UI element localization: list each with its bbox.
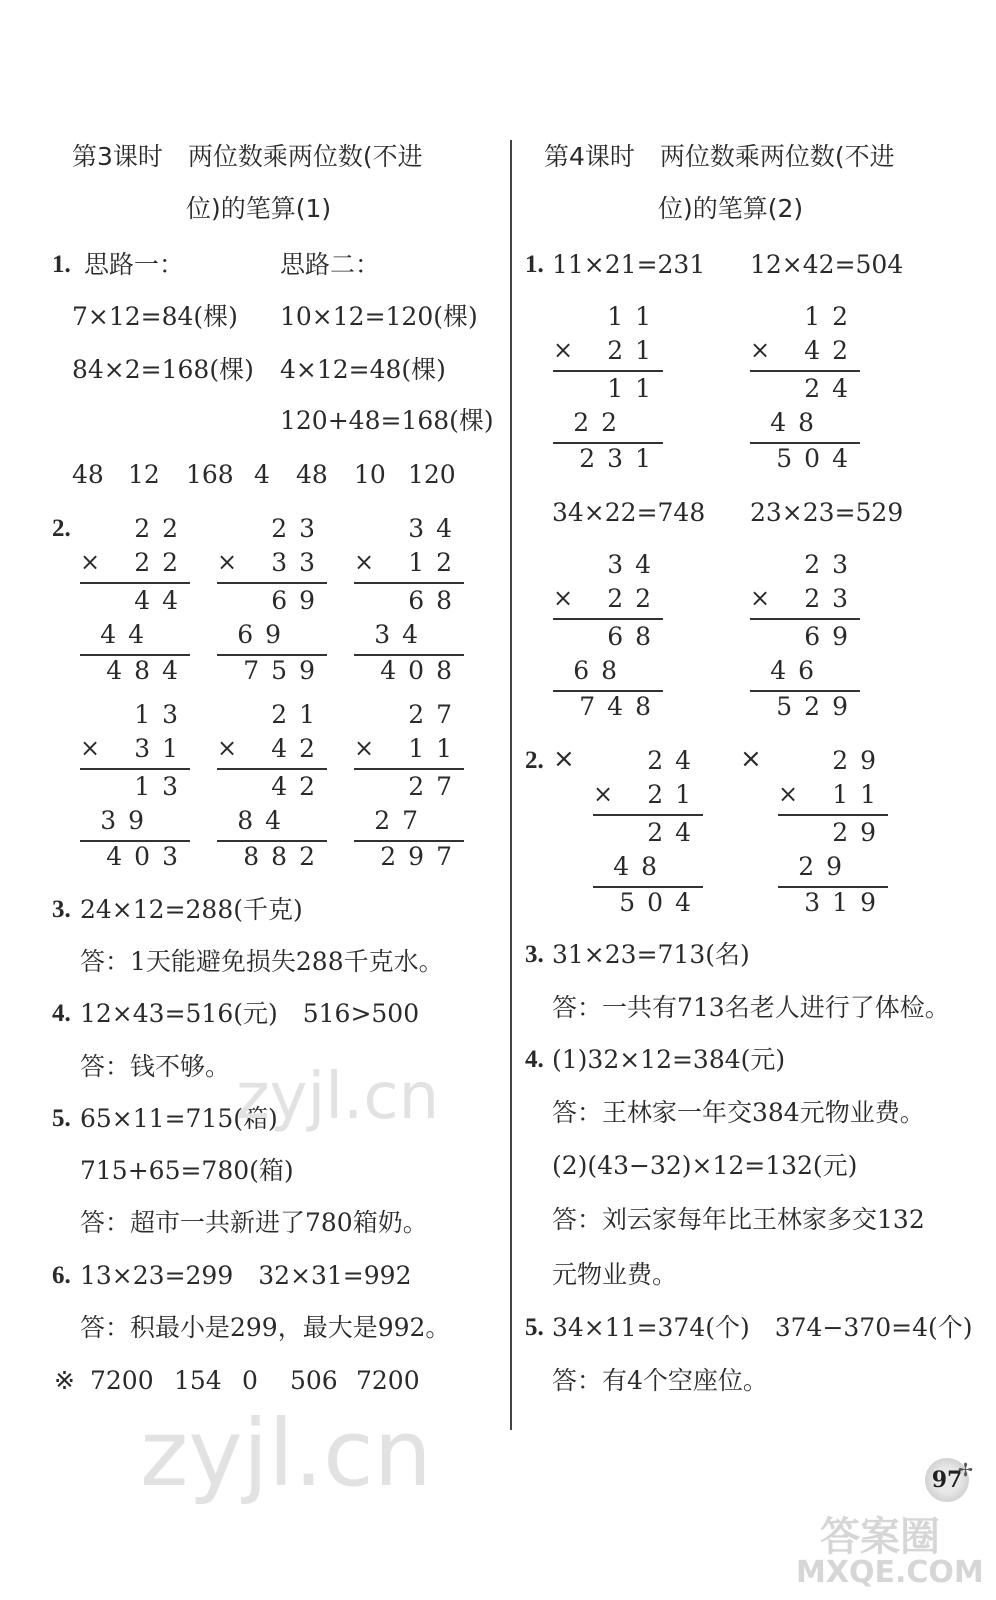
wrong-mark-icon: × (553, 744, 575, 774)
vertical-calc (80, 700, 190, 880)
multiplier: 42 (804, 336, 860, 365)
r-q3-equation: 31×23=713(名) (552, 940, 750, 969)
partial-product-1: 68 (607, 622, 663, 651)
vertical-calc (553, 550, 663, 730)
product: 748 (579, 692, 663, 721)
partial-product-1: 24 (804, 374, 860, 403)
multiplicand: 22 (134, 514, 190, 543)
q1-fill-5: 48 (296, 460, 328, 489)
watermark: zyjl.cn (140, 1400, 432, 1507)
product: 297 (380, 842, 464, 871)
r-q1-number: 1. (525, 251, 544, 278)
r-q4-equation-1: (1)32×12=384(元) (552, 1045, 786, 1074)
q1-a-step2: 84×2=168(棵) (72, 355, 254, 384)
times-sign: × (750, 584, 771, 612)
r-q3-answer: 答：一共有713名老人进行了体检。 (552, 993, 950, 1022)
rule-line (553, 370, 663, 372)
vertical-calc (217, 514, 327, 694)
product: 319 (804, 888, 888, 917)
times-sign: × (593, 780, 614, 808)
multiplicand: 23 (271, 514, 327, 543)
watermark-logo: 答案圈 (820, 1514, 940, 1560)
right-lesson-title: 第4课时 两位数乘两位数(不进 (544, 142, 895, 171)
vertical-calc (217, 700, 327, 880)
q1-a-step1: 7×12=84(棵) (72, 302, 238, 331)
partial-product-2: 22 (573, 408, 629, 437)
q1-fill-4: 4 (254, 460, 270, 489)
partial-product-1: 44 (134, 586, 190, 615)
multiplicand: 12 (804, 302, 860, 331)
partial-product-2: 29 (798, 852, 854, 881)
q1-b-step1: 10×12=120(棵) (280, 302, 478, 331)
product: 231 (579, 444, 663, 473)
q6-equation: 13×23=299 32×31=992 (80, 1261, 412, 1290)
multiplier: 23 (804, 584, 860, 613)
times-sign: × (778, 780, 799, 808)
partial-product-1: 69 (271, 586, 327, 615)
multiplier: 11 (832, 780, 888, 809)
q1-fill-7: 120 (408, 460, 456, 489)
right-lesson-title-cont: 位)的笔算(2) (658, 194, 804, 223)
partial-product-2: 46 (770, 656, 826, 685)
column-divider (510, 140, 512, 1430)
q1-number: 1. (52, 251, 71, 278)
multiplicand: 21 (271, 700, 327, 729)
partial-product-1: 13 (134, 772, 190, 801)
extra-value-4: 506 (290, 1366, 338, 1395)
rule-line (80, 768, 190, 770)
q5-equation-1: 65×11=715(箱) (80, 1104, 278, 1133)
product: 484 (106, 656, 190, 685)
multiplier: 31 (134, 734, 190, 763)
reference-mark-icon: ※ (54, 1366, 75, 1395)
partial-product-1: 29 (832, 818, 888, 847)
multiplier: 21 (647, 780, 703, 809)
vertical-calc (778, 746, 888, 926)
product: 882 (243, 842, 327, 871)
times-sign: × (217, 548, 238, 576)
rule-line (80, 582, 190, 584)
r-q1-eq-3: 34×22=748 (552, 498, 706, 527)
partial-product-1: 42 (271, 772, 327, 801)
multiplier: 33 (271, 548, 327, 577)
star-decoration-icon: ✢ (958, 1460, 974, 1481)
r-q4-equation-2: (2)(43−32)×12=132(元) (552, 1151, 858, 1180)
r-q4-answer-2: 答：刘云家每年比王林家多交132 (552, 1205, 925, 1234)
q3-number: 3. (52, 896, 71, 923)
extra-value-3: 0 (242, 1366, 258, 1395)
times-sign: × (354, 734, 375, 762)
times-sign: × (750, 336, 771, 364)
partial-product-1: 11 (607, 374, 663, 403)
vertical-calc (354, 700, 464, 880)
rule-line (354, 768, 464, 770)
multiplier: 21 (607, 336, 663, 365)
page-number: 97 (925, 1458, 969, 1502)
partial-product-1: 27 (408, 772, 464, 801)
r-q1-eq-4: 23×23=529 (750, 498, 904, 527)
r-q2-number: 2. (525, 747, 544, 774)
partial-product-1: 24 (647, 818, 703, 847)
times-sign: × (553, 336, 574, 364)
rule-line (750, 370, 860, 372)
product: 529 (776, 692, 860, 721)
times-sign: × (217, 734, 238, 762)
multiplicand: 13 (134, 700, 190, 729)
partial-product-2: 27 (374, 806, 430, 835)
multiplier: 22 (607, 584, 663, 613)
q5-number: 5. (52, 1105, 71, 1132)
partial-product-2: 69 (237, 620, 293, 649)
q4-answer: 答：钱不够。 (80, 1052, 231, 1081)
product: 408 (380, 656, 464, 685)
partial-product-2: 39 (100, 806, 156, 835)
multiplicand: 24 (647, 746, 703, 775)
left-lesson-title-cont: 位)的笔算(1) (186, 194, 332, 223)
partial-product-1: 68 (408, 586, 464, 615)
extra-value-5: 7200 (356, 1366, 420, 1395)
vertical-calc (80, 514, 190, 694)
wrong-mark-icon: × (740, 744, 762, 774)
q4-equation: 12×43=516(元) 516>500 (80, 999, 420, 1028)
times-sign: × (553, 584, 574, 612)
q6-answer: 答：积最小是299，最大是992。 (80, 1313, 451, 1342)
rule-line (778, 814, 888, 816)
r-q3-number: 3. (525, 941, 544, 968)
rule-line (553, 618, 663, 620)
multiplier: 22 (134, 548, 190, 577)
vertical-calc (750, 302, 860, 482)
product: 504 (776, 444, 860, 473)
multiplier: 42 (271, 734, 327, 763)
r-q5-equation: 34×11=374(个) 374−370=4(个) (552, 1313, 973, 1342)
left-lesson-title: 第3课时 两位数乘两位数(不进 (72, 142, 423, 171)
q5-equation-2: 715+65=780(箱) (80, 1156, 294, 1185)
extra-value-1: 7200 (90, 1366, 154, 1395)
partial-product-2: 84 (237, 806, 293, 835)
multiplicand: 29 (832, 746, 888, 775)
partial-product-1: 69 (804, 622, 860, 651)
partial-product-2: 34 (374, 620, 430, 649)
multiplicand: 23 (804, 550, 860, 579)
rule-line (217, 582, 327, 584)
q1-b-step2: 4×12=48(棵) (280, 355, 446, 384)
times-sign: × (354, 548, 375, 576)
rule-line (217, 768, 327, 770)
vertical-calc (553, 302, 663, 482)
r-q5-number: 5. (525, 1314, 544, 1341)
partial-product-2: 44 (100, 620, 156, 649)
product: 403 (106, 842, 190, 871)
q1-fill-6: 10 (354, 460, 386, 489)
q1-fill-3: 168 (186, 460, 234, 489)
q1-approach-b-label: 思路二： (280, 250, 381, 279)
partial-product-2: 68 (573, 656, 629, 685)
product: 759 (243, 656, 327, 685)
extra-value-2: 154 (174, 1366, 222, 1395)
watermark: zyjl.cn (236, 1060, 440, 1134)
q2-number: 2. (52, 515, 71, 542)
q3-answer: 答：1天能避免损失288千克水。 (80, 947, 444, 976)
multiplicand: 34 (408, 514, 464, 543)
r-q4-number: 4. (525, 1046, 544, 1073)
multiplier: 12 (408, 548, 464, 577)
multiplicand: 34 (607, 550, 663, 579)
vertical-calc (750, 550, 860, 730)
multiplicand: 27 (408, 700, 464, 729)
r-q5-answer: 答：有4个空座位。 (552, 1366, 768, 1395)
r-q1-eq-1: 11×21=231 (552, 250, 706, 279)
q3-equation: 24×12=288(千克) (80, 895, 303, 924)
rule-line (750, 618, 860, 620)
times-sign: × (80, 548, 101, 576)
r-q4-answer-2-cont: 元物业费。 (552, 1260, 678, 1289)
multiplicand: 11 (607, 302, 663, 331)
q1-fill-1: 48 (72, 460, 104, 489)
r-q1-eq-2: 12×42=504 (750, 250, 904, 279)
q6-number: 6. (52, 1262, 71, 1289)
watermark-domain: MXQE.COM (796, 1555, 984, 1590)
times-sign: × (80, 734, 101, 762)
q5-answer: 答：超市一共新进了780箱奶。 (80, 1208, 428, 1237)
product: 504 (619, 888, 703, 917)
partial-product-2: 48 (613, 852, 669, 881)
partial-product-2: 48 (770, 408, 826, 437)
multiplier: 11 (408, 734, 464, 763)
vertical-calc (354, 514, 464, 694)
vertical-calc (593, 746, 703, 926)
rule-line (593, 814, 703, 816)
q4-number: 4. (52, 1000, 71, 1027)
q1-fill-2: 12 (128, 460, 160, 489)
q1-b-step3: 120+48=168(棵) (280, 406, 494, 435)
r-q4-answer-1: 答：王林家一年交384元物业费。 (552, 1098, 925, 1127)
rule-line (354, 582, 464, 584)
q1-approach-a-label: 思路一： (84, 250, 185, 279)
